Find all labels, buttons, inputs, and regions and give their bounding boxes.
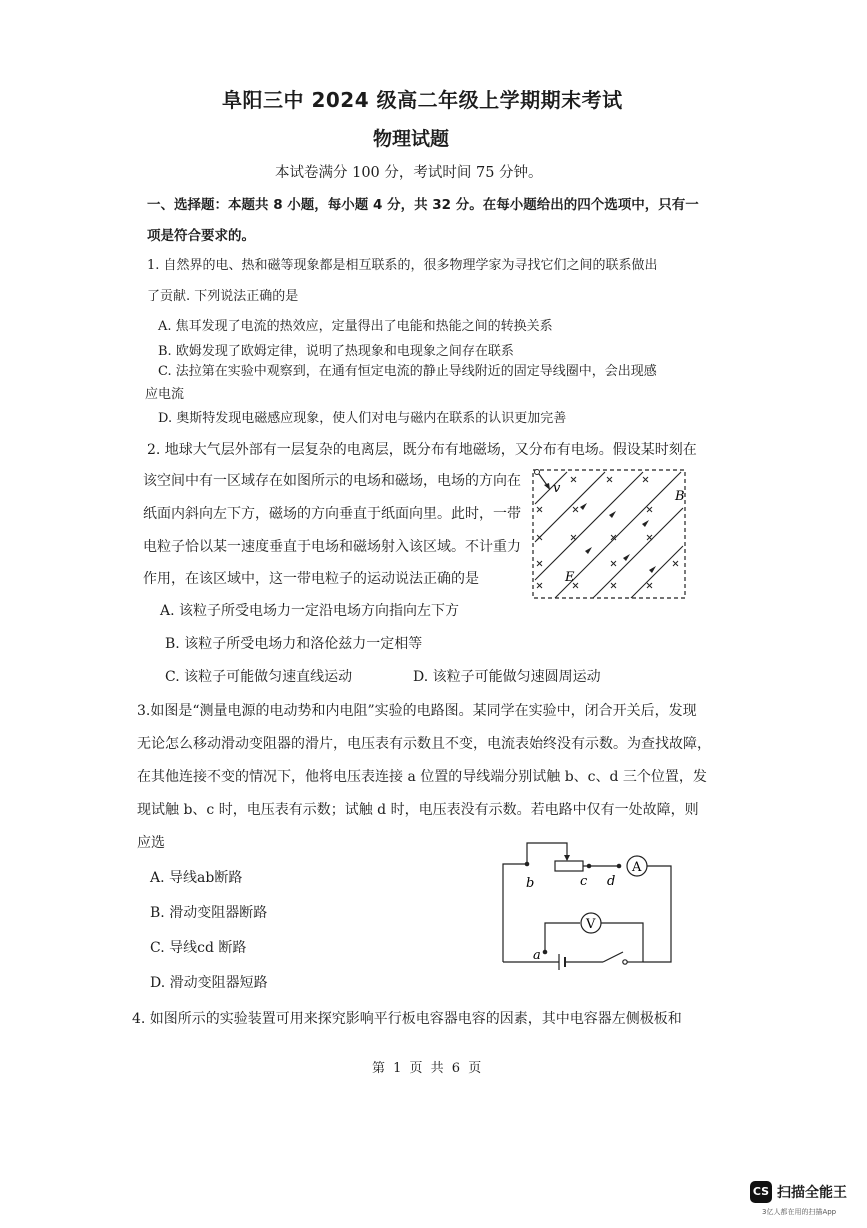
charged-particle <box>535 470 540 475</box>
scanner-logo: CS <box>750 1181 772 1203</box>
q3-stem-line5: 应选 <box>137 835 165 851</box>
q2-option-b: B. 该粒子所受电场力和洛伦兹力一定相等 <box>165 636 423 652</box>
voltmeter-wire-left <box>545 923 580 952</box>
q2-stem-line2: 该空间中有一区域存在如图所示的电场和磁场，电场的方向在 <box>143 473 521 489</box>
q1-stem-line1: 1. 自然界的电、热和磁等现象都是相互联系的，很多物理学家为寻找它们之间的联系做出 <box>147 258 658 273</box>
electric-field-label: E <box>565 570 575 585</box>
q2-option-c: C. 该粒子可能做匀速直线运动 <box>165 669 353 685</box>
rheostat <box>555 861 583 871</box>
subject-title: 物理试题 <box>373 128 450 150</box>
q1-option-a: A. 焦耳发现了电流的热效应，定量得出了电能和热能之间的转换关系 <box>158 319 553 334</box>
q2-stem-line5: 作用，在该区域中，这一带电粒子的运动说法正确的是 <box>143 571 479 587</box>
q1-option-c-line2: 应电流 <box>145 387 185 402</box>
q3-stem-line3: 在其他连接不变的情况下，他将电压表连接 a 位置的导线端分别试触 b、c、d 三个位置，发 <box>137 769 707 785</box>
magnetic-field-label: B <box>675 489 685 504</box>
q3-option-c: C. 导线cd 断路 <box>150 940 247 956</box>
label-b: b <box>526 876 535 891</box>
q3-circuit-diagram <box>495 835 680 970</box>
q2-option-a: A. 该粒子所受电场力一定沿电场方向指向左下方 <box>160 603 460 619</box>
section-heading-line1: 一、选择题：本题共 8 小题，每小题 4 分，共 32 分。在每小题给出的四个选项中，只有一 <box>147 197 699 213</box>
voltmeter-label: V <box>586 917 596 932</box>
q1-option-b: B. 欧姆发现了欧姆定律，说明了热现象和电现象之间存在联系 <box>158 344 514 359</box>
q2-stem-line3: 纸面内斜向左下方，磁场的方向垂直于纸面向里。此时，一带 <box>143 506 521 522</box>
scanner-brand: 扫描全能王 <box>777 1185 847 1201</box>
node-a <box>543 950 548 955</box>
exam-title: 阜阳三中 2024 级高二年级上学期期末考试 <box>222 88 623 112</box>
q2-option-d: D. 该粒子可能做匀速圆周运动 <box>413 669 601 685</box>
q4-stem-line1: 4. 如图所示的实验装置可用来探究影响平行板电容器电容的因素，其中电容器左侧极板和 <box>132 1011 682 1027</box>
q2-stem-line1: 2. 地球大气层外部有一层复杂的电离层，既分布有地磁场，又分布有电场。假设某时刻在 <box>147 442 697 458</box>
velocity-label: v <box>553 481 561 496</box>
exam-info: 本试卷满分 100 分，考试时间 75 分钟。 <box>275 165 543 181</box>
switch-contact <box>623 960 627 964</box>
q2-stem-line4: 电粒子恰以某一速度垂直于电场和磁场射入该区域。不计重力 <box>143 539 521 555</box>
q3-option-a: A. 导线ab断路 <box>150 870 243 886</box>
q3-option-b: B. 滑动变阻器断路 <box>150 905 268 921</box>
wire-left <box>503 864 527 962</box>
page-number: 第 1 页 共 6 页 <box>372 1061 484 1076</box>
q3-stem-line2: 无论怎么移动滑动变阻器的滑片，电压表有示数且不变，电流表始终没有示数。为查找故障， <box>137 736 711 752</box>
velocity-arrowhead <box>544 483 550 490</box>
q3-stem-line1: 3.如图是“测量电源的电动势和内电阻”实验的电路图。某同学在实验中，闭合开关后，发现 <box>137 703 697 719</box>
field-arrowheads <box>580 503 656 573</box>
q1-option-d: D. 奥斯特发现电磁感应现象，使人们对电与磁内在联系的认识更加完善 <box>158 411 567 426</box>
q2-field-diagram <box>527 464 691 604</box>
wire-right <box>643 866 671 962</box>
ammeter-label: A <box>632 860 642 875</box>
scanner-tagline: 3亿人都在用的扫描App <box>762 1208 837 1216</box>
switch-blade <box>603 952 623 962</box>
node-d <box>617 864 622 869</box>
q1-option-c-line1: C. 法拉第在实验中观察到，在通有恒定电流的静止导线附近的固定导线圈中，会出现感 <box>158 364 657 379</box>
slider-arrowhead <box>564 855 570 861</box>
q3-stem-line4: 现试触 b、c 时，电压表有示数；试触 d 时，电压表没有示数。若电路中仅有一处故障，则 <box>137 802 699 818</box>
q3-option-d: D. 滑动变阻器短路 <box>150 975 268 991</box>
section-heading-line2: 项是符合要求的。 <box>147 228 255 244</box>
label-d: d <box>607 874 616 889</box>
label-c: c <box>580 874 588 889</box>
q1-stem-line2: 了贡献. 下列说法正确的是 <box>147 289 299 304</box>
voltmeter-wire-right <box>601 923 643 962</box>
node-c <box>587 864 592 869</box>
node-b <box>525 862 530 867</box>
label-a: a <box>533 948 541 963</box>
